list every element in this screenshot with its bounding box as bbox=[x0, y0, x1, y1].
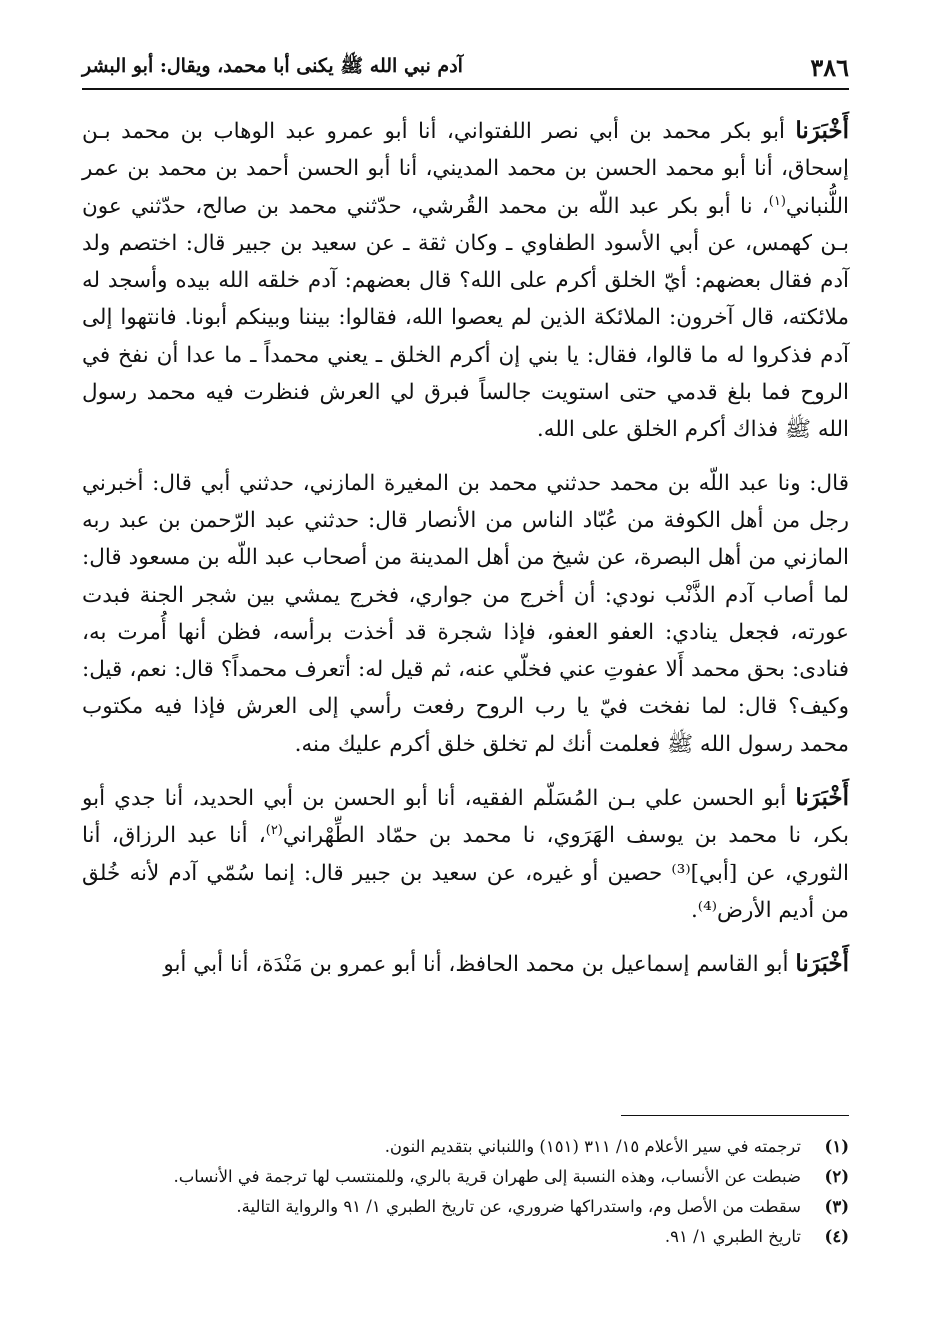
paragraph bbox=[82, 112, 849, 449]
main-text bbox=[82, 112, 849, 1000]
page-number: ٣٨٦ bbox=[810, 53, 849, 82]
footnote-text: تاريخ الطبري ١/ ٩١. bbox=[664, 1227, 801, 1246]
paragraph bbox=[82, 465, 849, 763]
paragraph bbox=[82, 945, 849, 983]
footnote-text: سقطت من الأصل وم، واستدراكها ضروري، عن تاريخ الطبري ١/ ٩١ والرواية التالية. bbox=[236, 1197, 801, 1216]
footnote-ref[interactable]: (٢) bbox=[265, 823, 283, 839]
running-title: آدم نبي الله ﷺ يكنى أبا محمد، ويقال: أبو البشر bbox=[82, 55, 463, 77]
page-header bbox=[82, 50, 849, 90]
paragraph-text: أبو بكر محمد بن أبي نصر اللفتواني، أنا أبو عمرو عبد الوهاب بن محمد بـن إسحاق، أنا أبو محمد الحسن بن محمد المديني، أنا أبو الحسن أحمد بن محمد بن عمر اللُّنباني bbox=[82, 119, 849, 219]
paragraph-text: أبو الحسن علي بـن المُسَلّم الفقيه، أنا أبو الحسن بن أبي الحديد، أنا جدي أبو بكر، نا محمد بن يوسف الهَرَوي، نا محمد بن حمّاد الطِّهْراني bbox=[82, 786, 849, 849]
footnote-text: ضبطت عن الأنساب، وهذه النسبة إلى طهران قرية بالري، وللمنتسب لها ترجمة في الأنساب. bbox=[173, 1167, 801, 1186]
footnote-number: (١) bbox=[824, 1137, 849, 1156]
paragraph-lead-word: أَخْبَرَنا bbox=[795, 784, 849, 812]
paragraph bbox=[82, 779, 849, 929]
paragraph-text: أبو القاسم إسماعيل بن محمد الحافظ، أنا أبو عمرو بن مَنْدَة، أنا أبي أبو bbox=[163, 952, 796, 978]
footnote-number: (٤) bbox=[824, 1227, 849, 1246]
footnotes bbox=[82, 1132, 849, 1252]
paragraph-lead-word: أَخْبَرَنا bbox=[795, 117, 849, 144]
footnote-item bbox=[82, 1222, 849, 1252]
footnote-number: (٣) bbox=[824, 1197, 849, 1216]
footnote-item bbox=[82, 1192, 849, 1222]
footnote-text: ترجمته في سير الأعلام ١٥/ ٣١١ (١٥١) واللنباني بتقديم النون. bbox=[384, 1137, 801, 1156]
footnote-divider bbox=[621, 1115, 849, 1116]
paragraph-text-continued: ، نا أبو بكر عبد اللّه بن محمد القُرشي، حدّثني محمد بن صالح، حدّثني عون بـن كهمس، عن أبي الأسود الطفاوي ـ وكان ثقة ـ عن سعيد بن جبير قال: اختصم ولد آدم فقال بعضهم: أيّ الخلق أكرم على الله؟ قال بعضهم: آدم خلقه الله بيده وأسجد له ملائكته، قال آخرون: الملائكة الذين لم يعصوا الله، فقالوا: بيننا وبينكم أبونا. فانتهوا إلى آدم فذكروا له ما قالوا، فقال: يا بني إن أكرم الخلق ـ يعني محمداً ـ ما عدا أن نفخ في الروح فما بلغ قدمي حتى استويت جالساً فبرق لي العرش فنظرت فيه محمد رسول الله ﷺ فذاك أكرم الخلق على الله. bbox=[82, 193, 849, 443]
paragraph-lead-word: أَخْبَرَنا bbox=[795, 950, 849, 978]
paragraph-text-continued: ، أنا عبد الرزاق، أنا الثوري، عن [أبي]⁽³⁾ حصين أو غيره، عن سعيد بن جبير قال: إنما سُمّي آدم لأنه خُلق من أديم الأرض⁽⁴⁾. bbox=[82, 823, 849, 923]
footnote-item bbox=[82, 1162, 849, 1192]
paragraph-text: قال: ونا عبد اللّه بن محمد حدثني محمد بن المغيرة المازني، حدثني أبي قال: أخبرني رجل من أهل الكوفة من عُبّاد الناس من الأنصار قال: حدثني عبد الرّحمن بن عبد ربه المازني من أهل البصرة، عن شيخ من أهل المدينة من أصحاب عبد اللّه بن مسعود قال: لما أصاب آدم الذَّنْب نودي: أن أخرج من جواري، فخرج يمشي بين شجر الجنة فبدت عورته، فجعل ينادي: العفو العفو، فإذا شجرة قد أخذت برأسه، فظن أنها أُمرت به، فنادى: بحق محمد أَلا عفوتِ عني فخلّي عنه، ثم قيل له: أتعرف محمداً؟ قال: نعم، قيل: وكيف؟ قال: لما نفخت فيّ يا رب الروح رفعت رأسي إلى العرش فإذا فيه مكتوب محمد رسول الله ﷺ فعلمت أنك لم تخلق خلق أكرم عليك منه. bbox=[82, 470, 849, 757]
footnote-number: (٢) bbox=[824, 1167, 849, 1186]
footnote-ref[interactable]: (١) bbox=[768, 193, 786, 209]
footnote-item bbox=[82, 1132, 849, 1162]
